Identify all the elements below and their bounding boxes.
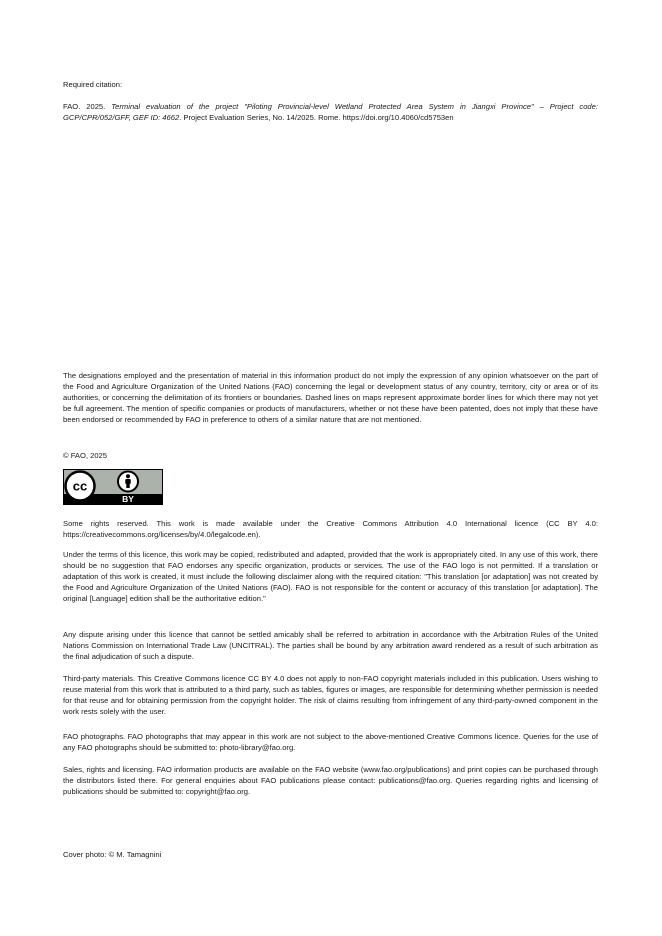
citation-prefix: FAO. 2025. (63, 102, 112, 111)
cc-logo-text: cc (72, 478, 88, 494)
required-citation (63, 101, 598, 123)
third-party-materials-paragraph: Third-party materials. This Creative Commons licence CC BY 4.0 does not apply to non-FAO copyright materials included in this publication. Users wishing to reuse material from this work that is attributed to a third party, such as tables, figures or images, are responsible for determining whether permission is needed for that reuse and for obtaining permission from the copyright holder. The risk of claims resulting from infringement of any third-party-owned component in the work rests solely with the user. (63, 674, 598, 716)
cc-by-license-badge (63, 469, 163, 505)
sales-rights-licensing-paragraph: Sales, rights and licensing. FAO information products are available on the FAO website (www.fao.org/publications) and print copies can be purchased through the distributors listed there. For general enquiries about FAO publications please contact: publications@fao.org. Queries regarding rights and licensing of publications should be submitted to: copyright@fao.org. (63, 765, 598, 796)
rights-reserved-paragraph: Some rights reserved. This work is made available under the Creative Commons Attribution 4.0 International licence (CC BY 4.0: https://creativecommons.org/licenses/by/4.0/legalcode.en). (63, 519, 598, 539)
citation-suffix: . Project Evaluation Series, No. 14/2025. Rome. https://doi.org/10.4060/cd5753en (179, 113, 454, 122)
licence-terms-paragraph: Under the terms of this licence, this work may be copied, redistributed and adapted, provided that the work is appropriately cited. In any use of this work, there should be no suggestion that FAO endorses any specific organization, products or services. The use of the FAO logo is not permitted. If a translation or adaptation of this work is created, it must include the following disclaimer along with the required citation: "This translation [or adaptation] was not created by the Food and Agriculture Organization of the United Nations (FAO). FAO is not responsible for the content or accuracy of this translation [or adaptation]. The original [Language] edition shall be the authoritative edition." (63, 550, 598, 603)
copyright-notice: © FAO, 2025 (63, 451, 108, 460)
by-text: BY (122, 494, 134, 504)
citation-title: Terminal evaluation of the project "Piloting Provincial-level Wetland Protected Area System in Jiangxi Province" – Project code: GCP/CPR/052/GFF, GEF ID: 4662 (63, 102, 598, 122)
fao-photographs-paragraph: FAO photographs. FAO photographs that may appear in this work are not subject to the above-mentioned Creative Commons licence. Queries for the use of any FAO photographs should be submitted to: photo-library@fao.org. (63, 732, 598, 752)
dispute-paragraph: Any dispute arising under this licence that cannot be settled amicably shall be referred to arbitration in accordance with the Arbitration Rules of the United Nations Commission on International Trade Law (UNCITRAL). The parties shall be bound by any arbitration award rendered as a result of such arbitration as the final adjudication of such a dispute. (63, 630, 598, 661)
cc-icon (66, 472, 95, 501)
by-person-icon (118, 472, 138, 492)
citation-label: Required citation: (63, 80, 123, 89)
disclaimer-paragraph: The designations employed and the presentation of material in this information product do not imply the expression of any opinion whatsoever on the part of the Food and Agriculture Organization of the United Nations (FAO) concerning the legal or development status of any country, territory, city or area or of its authorities, or concerning the delimitation of its frontiers or boundaries. Dashed lines on maps represent approximate border lines for which there may not yet be full agreement. The mention of specific companies or products of manufacturers, whether or not these have been patented, does not imply that these have been endorsed or recommended by FAO in preference to others of a similar nature that are not mentioned. (63, 371, 598, 424)
cover-photo-credit: Cover photo: © M. Tamagnini (63, 850, 162, 859)
